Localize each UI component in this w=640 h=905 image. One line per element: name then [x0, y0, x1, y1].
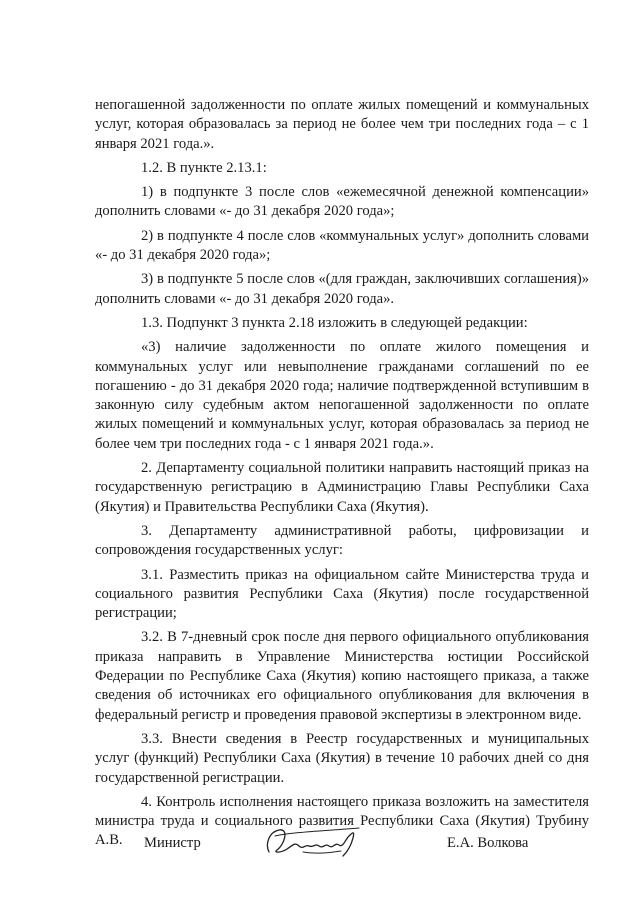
paragraph-12: 3.3. Внести сведения в Реестр государственных и муниципальных услуг (функций) Республики Саха (Якутия) в течение 10 рабочих дней со дня государственной регистрации.	[95, 730, 589, 786]
paragraph-11: 3.2. В 7-дневный срок после дня первого официального опубликования приказа направить в Управление Министерства юстиции Российской Федерации по Республике Саха (Якутия) копию настоящего приказа, а также сведения об источниках его официального опубликования для включения в федеральный регистр и проведения правовой экспертизы в электронном виде.	[95, 629, 589, 723]
paragraph-2: 1.2. В пункте 2.13.1:	[141, 159, 267, 176]
paragraph-8: 2. Департаменту социальной политики направить настоящий приказ на государственную регистрацию в Администрацию Главы Республики Саха (Якутия) и Правительства Республики Саха (Якутия).	[95, 460, 589, 515]
paragraph-13: 4. Контроль исполнения настоящего приказа возложить на заместителя министра труда и социального развития Республики Саха (Якутия) Трубину А.В.	[95, 793, 589, 849]
paragraph-10: 3.1. Разместить приказ на официальном сайте Министерства труда и социального развития Республики Саха (Якутия) после государственной регистрации;	[95, 566, 589, 622]
paragraph-4: 2) в подпункте 4 после слов «коммунальных услуг» дополнить словами «- до 31 декабря 2020 года»;	[95, 227, 589, 264]
paragraph-7: «3) наличие задолженности по оплате жилого помещения и коммунальных услуг или невыполнение гражданами соглашений по ее погашению - до 31 декабря 2020 года; наличие подтвержденной вступившим в законную силу судебным актом непогашенной задолженности по оплате жилых помещений и коммунальных услуг, которая образовалась за период не более чем три последних года - с 1 января 2021 года.».	[95, 339, 589, 452]
signature-block	[0, 818, 640, 868]
signatory-title: Министр	[144, 835, 201, 851]
paragraph-9: 3. Департаменту административной работы, цифровизации и сопровождения государственных услуг:	[95, 522, 589, 559]
paragraph-1: непогашенной задолженности по оплате жилых помещений и коммунальных услуг, которая образовалась за период не более чем три последних года – с 1 января 2021 года.».	[95, 97, 589, 152]
paragraph-5: 3) в подпункте 5 после слов «(для граждан, заключивших соглашения)» дополнить словами «- до 31 декабря 2020 года».	[95, 271, 589, 307]
handwritten-signature	[263, 822, 363, 862]
paragraph-3: 1) в подпункте 3 после слов «ежемесячной денежной компенсации» дополнить словами «- до 31 декабря 2020 года»;	[95, 184, 589, 220]
document-body	[95, 96, 589, 851]
paragraph-6: 1.3. Подпункт 3 пункта 2.18 изложить в следующей редакции:	[141, 314, 528, 331]
signatory-name: Е.А. Волкова	[447, 835, 529, 851]
